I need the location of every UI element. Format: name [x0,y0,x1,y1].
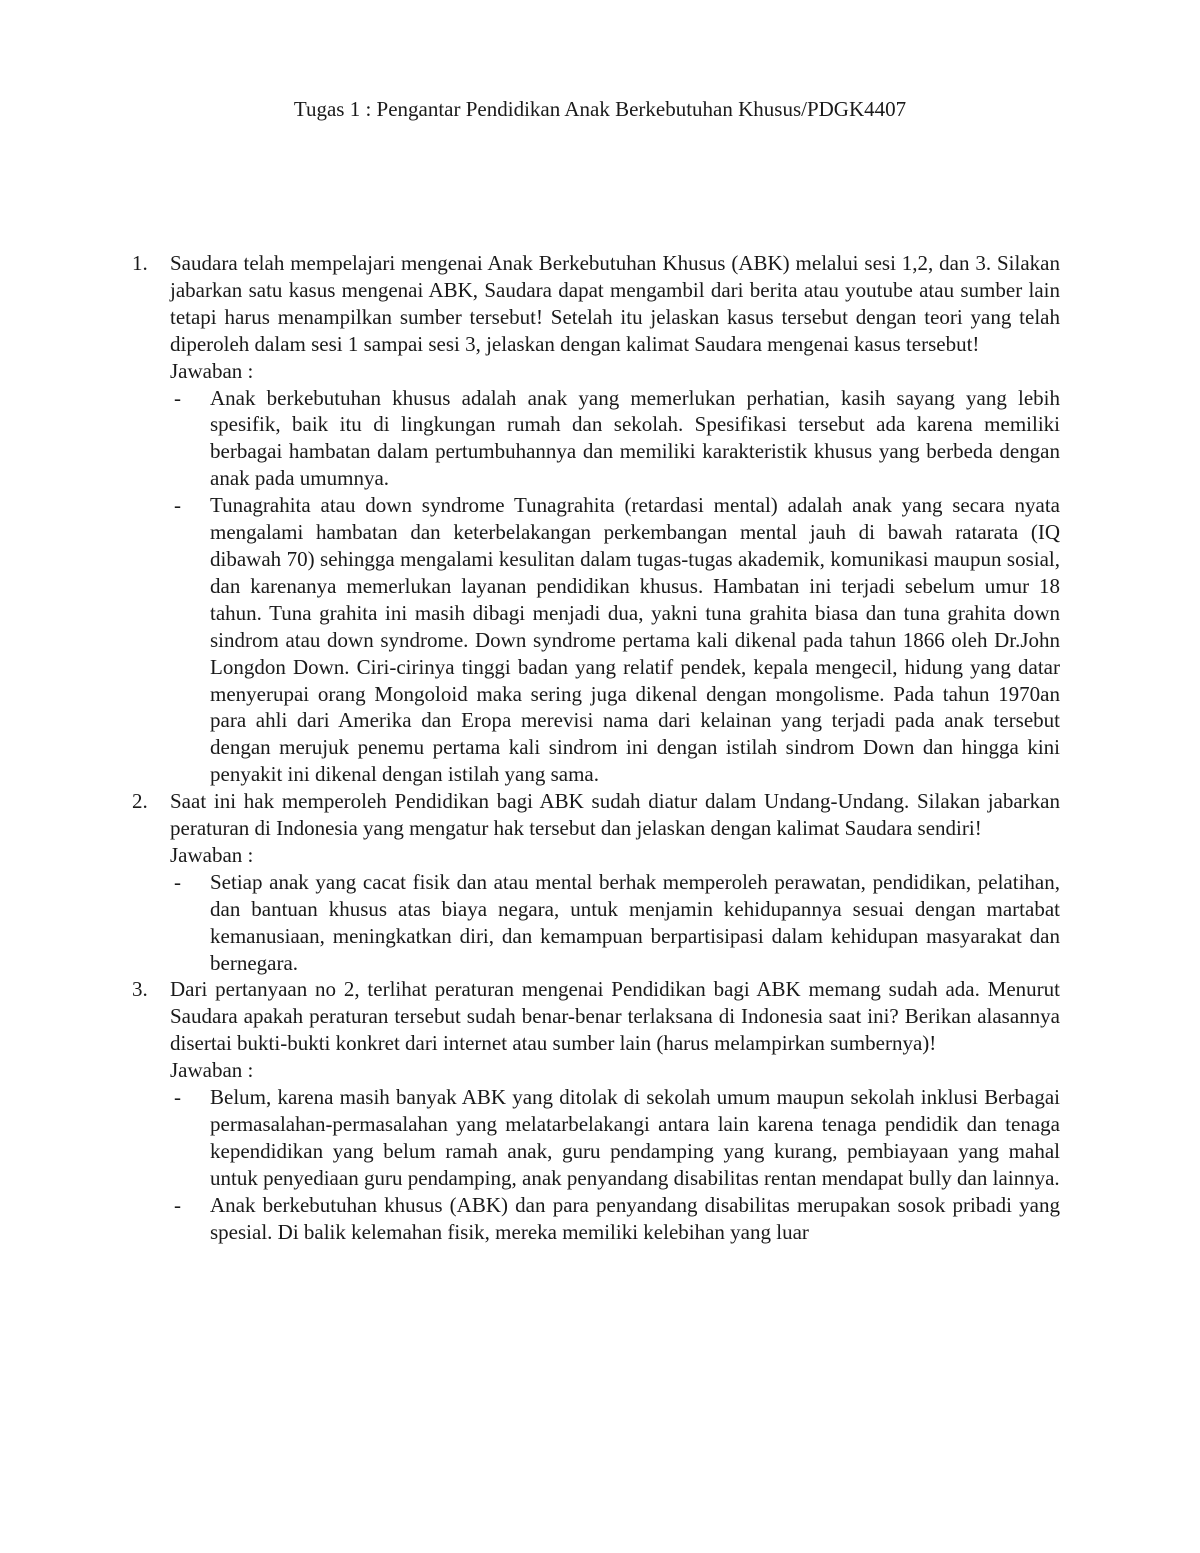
answer-text: Setiap anak yang cacat fisik dan atau mental berhak memperoleh perawatan, pendidikan, pelatihan, dan bantuan khusus atas biaya negara, untuk menjamin kehidupannya sesuai dengan martabat kemanusiaan, meningkatkan diri, dan kemampuan berpartisipasi dalam kehidupan masyarakat dan bernegara. [210,869,1060,975]
answer-item [170,1192,1060,1246]
question-3 [132,976,1060,1245]
bullet-dash: - [174,869,181,894]
answer-item [170,492,1060,788]
answer-label: Jawaban : [170,1058,254,1083]
bullet-dash: - [174,493,181,518]
question-2 [132,788,1060,976]
question-number: 2. [132,789,148,814]
document-title: Tugas 1 : Pengantar Pendidikan Anak Berkebutuhan Khusus/PDGK4407 [293,97,907,121]
answer-list [170,869,1060,977]
answer-list [170,385,1060,789]
bullet-dash: - [174,1192,181,1217]
answer-label: Jawaban : [170,358,254,383]
question-text: Saudara telah mempelajari mengenai Anak Berkebutuhan Khusus (ABK) melalui sesi 1,2, dan 3. Silakan jabarkan satu kasus mengenai ABK, Saudara dapat mengambil dari berita atau youtube atau sumber lain tetapi harus menampilkan sumber tersebut! Setelah itu jelaskan kasus tersebut dengan teori yang telah diperoleh dalam sesi 1 sampai sesi 3, jelaskan dengan kalimat Saudara mengenai kasus tersebut! [170,251,1060,356]
question-1 [132,250,1060,788]
answer-list [170,1084,1060,1245]
question-number: 3. [132,977,148,1002]
question-number: 1. [132,251,148,275]
answer-item [170,869,1060,977]
answer-label: Jawaban : [170,842,254,867]
bullet-dash: - [174,385,181,410]
question-text: Saat ini hak memperoleh Pendidikan bagi ABK sudah diatur dalam Undang-Undang. Silakan jabarkan peraturan di Indonesia yang mengatur hak tersebut dan jelaskan dengan kalimat Saudara sendiri! [170,789,1060,841]
bullet-dash: - [174,1085,181,1110]
answer-text: Anak berkebutuhan khusus adalah anak yang memerlukan perhatian, kasih sayang yang lebih spesifik, baik itu di lingkungan rumah dan sekolah. Spesifikasi tersebut ada karena memiliki berbagai hambatan dalam pertumbuhannya dan memiliki karakteristik khusus yang berbeda dengan anak pada umumnya. [210,385,1060,491]
answer-item [170,385,1060,493]
answer-text: Belum, karena masih banyak ABK yang ditolak di sekolah umum maupun sekolah inklusi Berbagai permasalahan-permasalahan yang melatarbelakangi antara lain karena tenaga pendidik dan tenaga kependidikan yang belum ramah anak, guru pendamping yang kurang, pembiayaan yang mahal untuk penyediaan guru pendamping, anak penyandang disabilitas rentan mendapat bully dan lainnya. [210,1085,1060,1190]
question-text: Dari pertanyaan no 2, terlihat peraturan mengenai Pendidikan bagi ABK memang sudah ada. Menurut Saudara apakah peraturan tersebut sudah benar-benar terlaksana di Indonesia saat ini? Berikan alasannya disertai bukti-bukti konkret dari internet atau sumber lain (harus melampirkan sumbernya)! [170,977,1060,1056]
answer-item [170,1084,1060,1192]
document-body [132,250,1060,1246]
answer-text: Tunagrahita atau down syndrome Tunagrahita (retardasi mental) adalah anak yang secara nyata mengalami hambatan dan keterbelakangan perkembangan mental jauh di bawah ratarata (IQ dibawah 70) sehingga mengalami kesulitan dalam tugas-tugas akademik, komunikasi maupun sosial, dan karenanya memerlukan layanan pendidikan khusus. Hambatan ini terjadi sebelum umur 18 tahun. Tuna grahita ini masih dibagi menjadi dua, yakni tuna grahita biasa dan tuna grahita down sindrom atau down syndrome. Down syndrome pertama kali dikenal pada tahun 1866 oleh Dr.John Longdon Down. Ciri-cirinya tinggi badan yang relatif pendek, kepala mengecil, hidung yang datar menyerupai orang Mongoloid maka sering juga dikenal dengan mongolisme. Pada tahun 1970an para ahli dari Amerika dan Eropa merevisi nama dari kelainan yang terjadi pada anak tersebut dengan merujuk penemu pertama kali sindrom ini dengan istilah sindrom Down dan hingga kini penyakit ini dikenal dengan istilah yang sama. [210,493,1060,787]
answer-text: Anak berkebutuhan khusus (ABK) dan para penyandang disabilitas merupakan sosok pribadi yang spesial. Di balik kelemahan fisik, mereka memiliki kelebihan yang luar [210,1192,1060,1244]
